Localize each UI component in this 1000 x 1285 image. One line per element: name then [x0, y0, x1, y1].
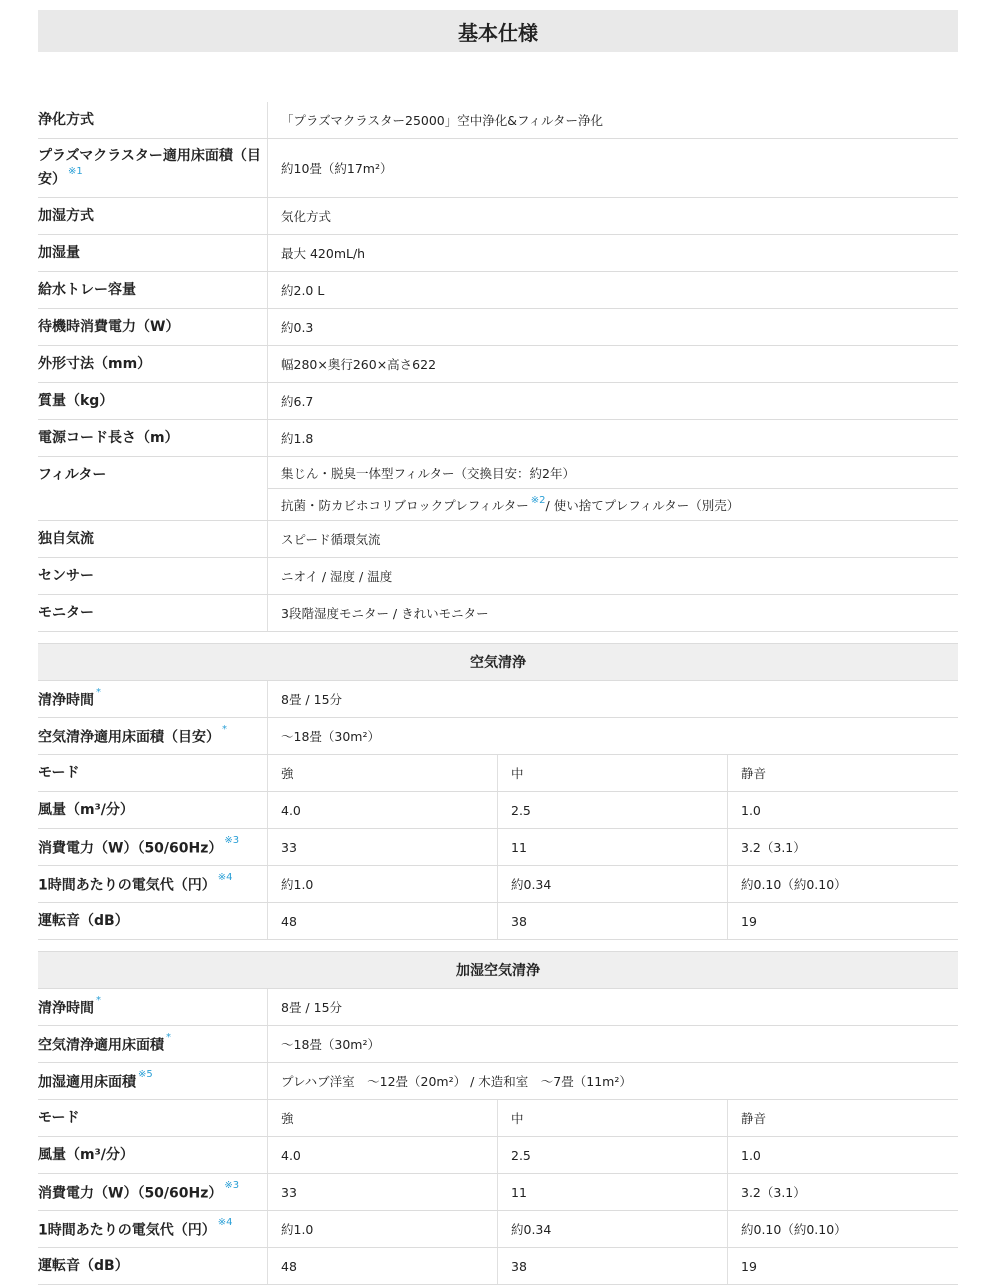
mode-cell: 1.0: [741, 1147, 761, 1163]
spec-label: モニター: [38, 595, 268, 631]
mode-cell: 2.5: [498, 1137, 728, 1173]
spec-label: 空気清浄適用床面積*: [38, 1026, 268, 1062]
spec-label: 運転音（dB）: [38, 903, 268, 939]
spec-label: 1時間あたりの電気代（円）$^{※4}$: [38, 866, 268, 902]
footnote-marker: ※5: [138, 1069, 153, 1081]
spec-label: 1時間あたりの電気代（円）$^{※4}$: [38, 1211, 268, 1247]
spec-label: センサー: [38, 558, 268, 594]
mode-cell: 3.2（3.1）: [741, 840, 806, 855]
spec-row: [38, 595, 958, 632]
mode-cell: 11: [498, 1174, 728, 1210]
mode-cell: 約1.0: [268, 866, 498, 902]
footnote-marker: ※2: [530, 495, 546, 506]
spec-row: [38, 718, 958, 755]
spec-label: 清浄時間*: [38, 989, 268, 1025]
spec-label: 待機時消費電力（W）: [38, 309, 268, 345]
spec-value: 約10畳（約17m²）: [281, 161, 393, 176]
mode-row: [38, 1100, 958, 1137]
section-heading-air: 空気清浄: [38, 643, 958, 681]
spec-row: [38, 1063, 958, 1100]
mode-cell: 約0.10（約0.10）: [741, 877, 847, 892]
spec-label: モード: [38, 755, 268, 791]
spec-row: [38, 309, 958, 346]
spec-value: 最大 420mL/h: [281, 246, 366, 261]
spec-value: ニオイ / 湿度 / 温度: [281, 569, 393, 584]
mode-cell: 2.5: [498, 792, 728, 828]
filter-value-pre: 抗菌・防カビホコリブロックプレフィルター ※2 / 使い捨てプレフィルター（別売）: [281, 495, 740, 513]
spec-value: プレハブ洋室 〜12畳（20m²） / 木造和室 〜7畳（11m²）: [281, 1074, 632, 1089]
spec-row: [38, 272, 958, 309]
mode-row: [38, 1137, 958, 1174]
mode-cell: 1.0: [741, 802, 761, 818]
mode-cell: 静音: [741, 766, 767, 781]
mode-cell: 48: [268, 903, 498, 939]
spec-value: 約1.8: [281, 431, 314, 446]
footnote-marker: *: [222, 724, 227, 736]
mode-cell: 19: [741, 1258, 757, 1274]
spec-label: 給水トレー容量: [38, 272, 268, 308]
spec-table: [38, 102, 958, 1285]
footnote-marker: *: [166, 1032, 171, 1044]
spec-row: [38, 1026, 958, 1063]
spec-label: 外形寸法（mm）: [38, 346, 268, 382]
spec-value: 幅280×奥行260×高さ622: [281, 357, 437, 372]
spec-row: [38, 420, 958, 457]
page-title: 基本仕様: [38, 10, 958, 52]
mode-cell: 11: [498, 829, 728, 865]
mode-cell: 約0.34: [498, 866, 728, 902]
spec-row: [38, 521, 958, 558]
footnote-marker: *: [96, 995, 101, 1007]
mode-row: [38, 1211, 958, 1248]
mode-cell: 約0.10（約0.10）: [741, 1222, 847, 1237]
spec-row: [38, 383, 958, 420]
spec-value: 8畳 / 15分: [281, 1000, 343, 1015]
mode-row: [38, 792, 958, 829]
spec-row: [38, 346, 958, 383]
spec-value: 〜18畳（30m²）: [281, 729, 380, 744]
spec-row-filter: [38, 457, 958, 521]
footnote-marker: ※3: [224, 1180, 240, 1192]
spec-label: 独自気流: [38, 521, 268, 557]
spec-label: モード: [38, 1100, 268, 1136]
mode-cell: 38: [498, 903, 728, 939]
spec-value: 約2.0 L: [281, 283, 325, 298]
mode-cell: 33: [268, 829, 498, 865]
footnote-marker: ※3: [224, 835, 240, 847]
mode-cell: 中: [498, 755, 728, 791]
mode-cell: 4.0: [268, 792, 498, 828]
spec-value: 気化方式: [281, 209, 332, 224]
filter-values: [268, 457, 958, 520]
mode-row: [38, 866, 958, 903]
spec-row: [38, 558, 958, 595]
footnote-marker: *: [96, 687, 101, 699]
spec-value: 〜18畳（30m²）: [281, 1037, 380, 1052]
filter-value-main: 集じん・脱臭一体型フィルター（交換目安：約2年）: [268, 457, 958, 489]
mode-cell: 約1.0: [268, 1211, 498, 1247]
spec-label: 加湿適用床面積$^{※5}$: [38, 1063, 268, 1099]
spec-label: プラズマクラスター適用床面積（目安）$^{※1}$: [38, 139, 268, 197]
spec-label: 運転音（dB）: [38, 1248, 268, 1284]
footnote-marker: ※4: [217, 872, 233, 884]
spec-row: [38, 235, 958, 272]
spec-label: 電源コード長さ（m）: [38, 420, 268, 456]
spec-label: 清浄時間*: [38, 681, 268, 717]
mode-row: [38, 1174, 958, 1211]
mode-row: [38, 903, 958, 940]
spec-value: 8畳 / 15分: [281, 692, 343, 707]
mode-cell: 38: [498, 1248, 728, 1284]
mode-cell: 約0.34: [498, 1211, 728, 1247]
mode-cell: 3.2（3.1）: [741, 1185, 806, 1200]
spec-label: 消費電力（W）（50/60Hz）$^{※3}$: [38, 1174, 268, 1210]
spec-label: フィルター: [38, 457, 268, 520]
spec-label: 浄化方式: [38, 102, 268, 138]
spec-page: [38, 10, 958, 1285]
mode-cell: 静音: [741, 1111, 767, 1126]
mode-cell: 19: [741, 913, 757, 929]
spec-value: 約6.7: [281, 394, 314, 409]
spec-row: [38, 989, 958, 1026]
section-heading-humid: 加湿空気清浄: [38, 951, 958, 989]
mode-cell: 強: [268, 1100, 498, 1136]
footnote-marker: ※4: [217, 1217, 233, 1229]
spec-value: スピード循環気流: [281, 532, 381, 547]
spec-label: 風量（m³/分）: [38, 792, 268, 828]
spec-row: [38, 102, 958, 139]
spec-label: 加湿方式: [38, 198, 268, 234]
mode-cell: 48: [268, 1248, 498, 1284]
mode-row: [38, 829, 958, 866]
mode-row: [38, 755, 958, 792]
footnote-marker: ※1: [68, 166, 83, 178]
spec-row: [38, 198, 958, 235]
spec-label: 風量（m³/分）: [38, 1137, 268, 1173]
mode-cell: 4.0: [268, 1137, 498, 1173]
spec-value: 約0.3: [281, 320, 314, 335]
spec-label: 質量（kg）: [38, 383, 268, 419]
mode-row: [38, 1248, 958, 1285]
spec-label: 空気清浄適用床面積（目安）*: [38, 718, 268, 754]
mode-cell: 33: [268, 1174, 498, 1210]
spec-label: 消費電力（W）（50/60Hz）$^{※3}$: [38, 829, 268, 865]
mode-cell: 中: [498, 1100, 728, 1136]
spec-row: [38, 139, 958, 198]
mode-cell: 強: [268, 755, 498, 791]
spec-label: 加湿量: [38, 235, 268, 271]
spec-row: [38, 681, 958, 718]
spec-value: 3段階湿度モニター / きれいモニター: [281, 606, 489, 621]
spec-value: 「プラズマクラスター25000」空中浄化&フィルター浄化: [281, 113, 604, 128]
